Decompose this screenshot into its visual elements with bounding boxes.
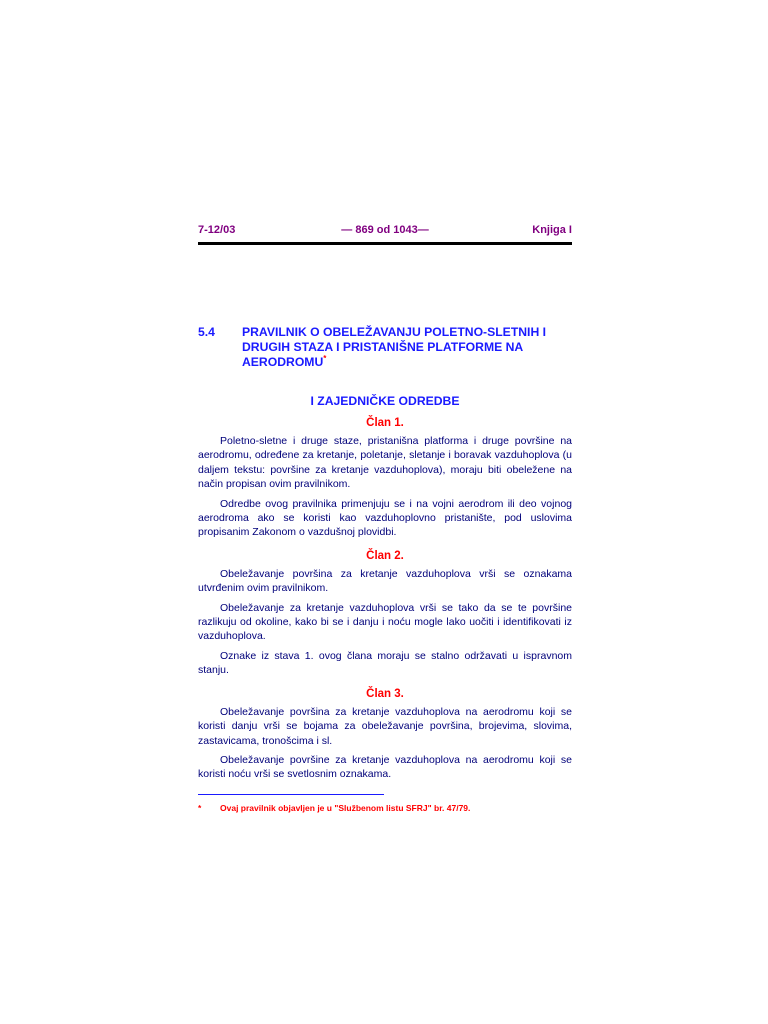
article-title: Član 2. <box>366 549 404 562</box>
article-2 <box>198 550 572 678</box>
footnote-rule <box>198 794 384 795</box>
paragraph: Obeležavanje za kretanje vazduhoplova vrši se tako da se te površine razlikuju od okoline, kako bi se i danju i noću mogle lako uočiti i identifikovati iz vazduhoplova. <box>198 601 572 643</box>
footnote-mark: * <box>198 802 202 813</box>
article-1 <box>198 417 572 540</box>
paragraph: Obeležavanje površina za kretanje vazduhoplova na aerodromu koji se koristi danju vrši se bojama za obeležavanje površina, brojevima, slovima, zastavicama, tronošcima i sl. <box>198 705 572 747</box>
header-book: Knjiga I <box>532 224 572 236</box>
paragraph: Obeležavanje površina za kretanje vazduhoplova vrši se oznakama utvrđenim ovim pravilnikom. <box>198 567 572 595</box>
header-rule <box>198 242 572 245</box>
section-heading <box>198 325 572 370</box>
chapter-title: I ZAJEDNIČKE ODREDBE <box>310 394 460 408</box>
header-page-number: — 869 od 1043— <box>341 224 429 236</box>
paragraph: Poletno-sletne i druge staze, pristanišna platforma i druge površine na aerodromu, određene za kretanje, poletanje, sletanje i boravak vazduhoplova (u daljem tekstu: površine za kretanje vazduhoplova), moraju biti obeležene na način propisan ovim pravilnikom. <box>198 435 572 491</box>
section-title: PRAVILNIK O OBELEŽAVANJU POLETNO-SLETNIH I DRUGIH STAZA I PRISTANIŠNE PLATFORME NA AERODROMU <box>242 325 547 369</box>
header-issue: 7-12/03 <box>198 224 236 236</box>
paragraph: Odredbe ovog pravilnika primenjuju se i na vojni aerodrom ili deo vojnog aerodroma ako se koristi kao vazduhoplovno pristanište, pod uslovima propisanim Zakonom o vazdušnoj plovidbi. <box>198 497 572 539</box>
paragraph: Oznake iz stava 1. ovog člana moraju se stalno održavati u ispravnom stanju. <box>198 649 572 677</box>
article-title: Član 3. <box>366 687 404 700</box>
footnote-marker: * <box>323 353 327 363</box>
section-number: 5.4 <box>198 325 215 339</box>
footnote <box>198 803 572 813</box>
page-header <box>198 224 572 240</box>
document-page <box>198 224 572 813</box>
footnote-text: Ovaj pravilnik objavljen je u "Službenom listu SFRJ" br. 47/79. <box>220 802 471 813</box>
paragraph: Obeležavanje površine za kretanje vazduhoplova na aerodromu koji se koristi noću vrši se svetlosnim oznakama. <box>198 753 572 781</box>
article-3 <box>198 688 572 782</box>
article-title: Član 1. <box>366 417 404 429</box>
section-title-wrap <box>242 325 572 370</box>
